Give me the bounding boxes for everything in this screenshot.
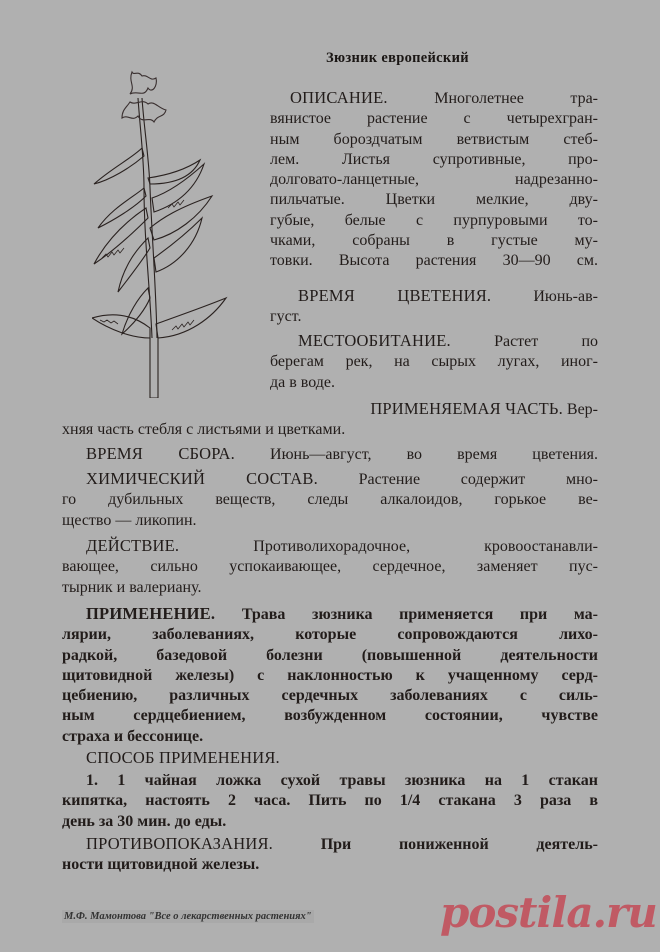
text-line: губые, белые с пурпуровыми то-	[270, 211, 598, 229]
text-line: При пониженной деятель-	[320, 836, 599, 853]
habitat-section	[270, 331, 599, 393]
text-line: Противолихорадочное, кровоостанавли-	[253, 538, 598, 555]
text-line: пильчатые. Цветки мелкие, дву-	[270, 191, 598, 209]
harvest-heading: ВРЕМЯ СБОРА.	[86, 444, 235, 463]
text-line: ности щитовидной железы.	[62, 856, 260, 874]
text-line: ным сердцебиением, возбужденном состоянии, чувстве	[62, 707, 598, 725]
contraindications-heading: ПРОТИВОПОКАЗАНИЯ.	[86, 834, 274, 853]
method-body	[62, 771, 598, 832]
watermark-logo: postila.ru	[440, 888, 657, 937]
text-line: товки. Высота растения 30—90 см.	[270, 252, 598, 270]
text-line: страха и бессонице.	[62, 727, 204, 745]
text-line: Июнь—август, во время цветения.	[270, 446, 599, 463]
description-section	[270, 88, 599, 272]
text-line: берегам рек, на сырых лугах, иног-	[270, 353, 598, 371]
used-part-heading: ПРИМЕНЯЕМАЯ ЧАСТЬ.	[370, 399, 563, 418]
text-line: Многолетнее тра-	[434, 90, 599, 107]
text-line: цебиению, различных сердечных заболеваниях с силь-	[62, 687, 598, 705]
harvest-section	[62, 444, 598, 465]
text-line: да в воде.	[270, 373, 336, 391]
source-credit: М.Ф. Мамонтова "Все о лекарственных растениях"	[64, 911, 312, 922]
text-line: Июнь-ав-	[533, 288, 598, 305]
text-line: лем. Листья супротивные, про-	[270, 150, 598, 168]
text-line: тырник и валериану.	[62, 578, 202, 596]
text-line: хняя часть стебля с листьями и цветками.	[62, 421, 346, 439]
text-line: чками, собраны в густые му-	[270, 232, 598, 250]
text-line: Растение содержит мно-	[358, 471, 598, 488]
text-line: щитовидной железы) с наклонностью к учащенному серд-	[62, 666, 598, 684]
text-line: лярии, заболеваниях, которые сопровождаются лихо-	[62, 626, 598, 644]
text-line: 1. 1 чайная ложка сухой травы зюзника на 1 стакан	[86, 772, 598, 789]
page-title: Зюзник европейский	[326, 50, 469, 66]
text-line: густ.	[270, 308, 302, 326]
method-heading: СПОСОБ ПРИМЕНЕНИЯ.	[86, 748, 280, 767]
plant-illustration-icon	[92, 68, 242, 398]
text-line: щество — ликопин.	[62, 511, 197, 529]
method-section	[62, 748, 598, 769]
text-line: Трава зюзника применяется при ма-	[241, 606, 599, 623]
application-section	[62, 604, 598, 747]
text-line: Вер-	[566, 401, 598, 418]
text-line: день за 30 мин. до еды.	[62, 812, 227, 830]
action-heading: ДЕЙСТВИЕ.	[86, 536, 180, 555]
contraindications-section	[62, 834, 598, 876]
used-part-section	[62, 399, 598, 441]
text-line: радкой, базедовой болезни (повышенной деятельности	[62, 646, 598, 664]
text-line: долговато-ланцетные, надрезанно-	[270, 171, 598, 189]
application-heading: ПРИМЕНЕНИЕ.	[86, 604, 216, 623]
description-heading: ОПИСАНИЕ.	[290, 88, 388, 107]
text-line: кипятка, настоять 2 часа. Пить по 1/4 стакана 3 раза в	[62, 792, 598, 810]
chemistry-section	[62, 469, 598, 531]
text-line: ным бороздчатым ветвистым стеб-	[270, 130, 598, 148]
text-line: вающее, сильно успокаивающее, сердечное, заменяет пус-	[62, 558, 598, 576]
text-line: вянистое растение с четырехгран-	[270, 110, 598, 128]
habitat-heading: МЕСТООБИТАНИЕ.	[298, 331, 451, 350]
flowering-section	[270, 286, 598, 328]
flowering-heading: ВРЕМЯ ЦВЕТЕНИЯ.	[298, 286, 492, 305]
action-section	[62, 536, 598, 598]
text-line: го дубильных веществ, следы алкалоидов, горькое ве-	[62, 491, 598, 509]
chemistry-heading: ХИМИЧЕСКИЙ СОСТАВ.	[86, 469, 318, 488]
text-line: Растет по	[494, 333, 599, 350]
